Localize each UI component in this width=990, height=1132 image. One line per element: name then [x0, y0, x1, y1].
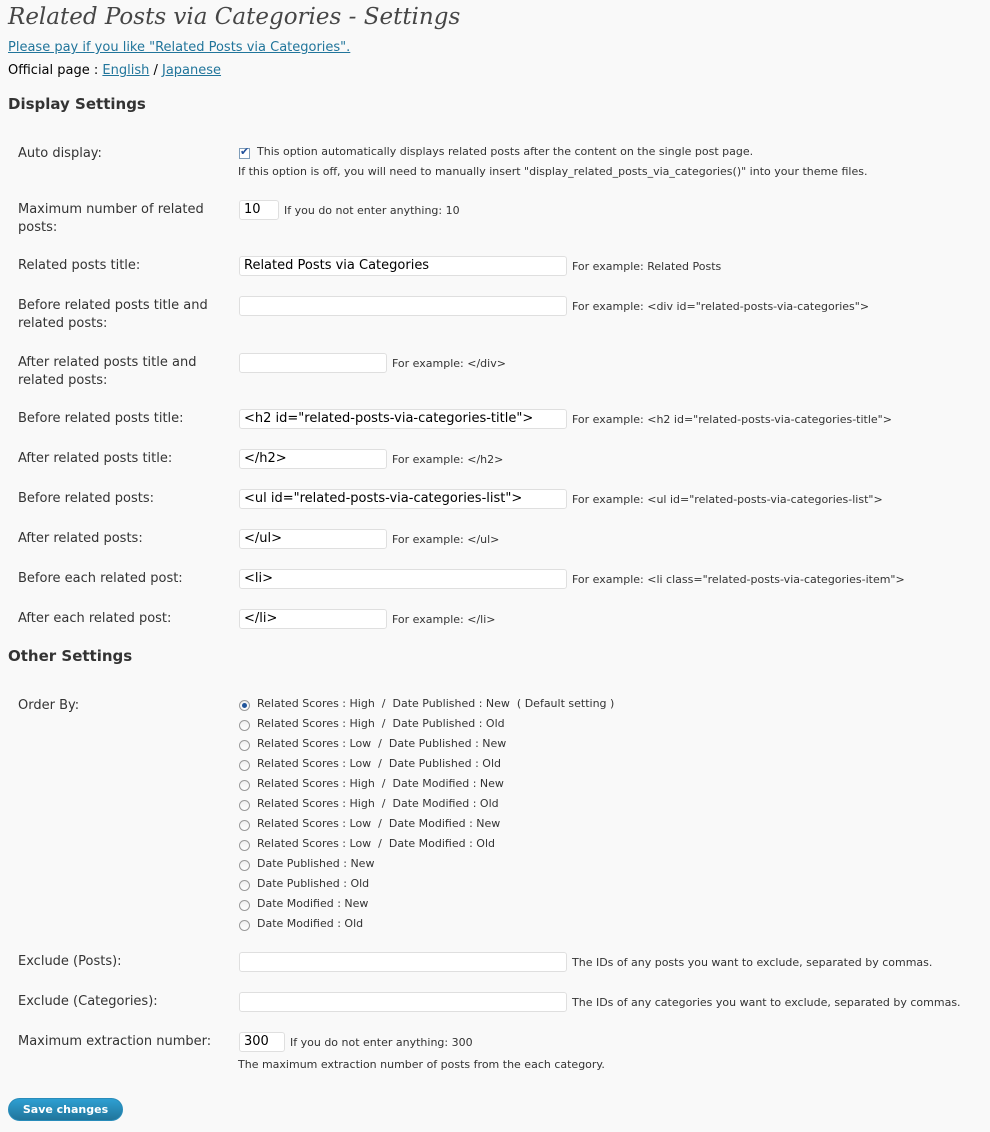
order-by-radio[interactable] [239, 800, 250, 811]
before-title-hint: For example: <h2 id="related-posts-via-categories-title"> [572, 413, 892, 426]
after-all-label: After related posts title and related posts: [18, 355, 197, 388]
exclude-posts-label: Exclude (Posts): [18, 954, 122, 969]
order-by-option-label: Related Scores : Low / Date Published : New [257, 737, 507, 750]
official-english-link[interactable]: English [102, 63, 150, 78]
order-by-radio[interactable] [239, 820, 250, 831]
before-all-hint: For example: <div id="related-posts-via-categories"> [572, 300, 870, 313]
checkmark-icon: ✔ [240, 145, 250, 158]
order-by-radio[interactable] [239, 700, 250, 711]
after-posts-hint: For example: </ul> [392, 533, 500, 546]
before-all-input[interactable] [239, 296, 567, 316]
max-extraction-label: Maximum extraction number: [18, 1034, 212, 1049]
order-by-option-label: Date Published : New [257, 857, 375, 870]
order-by-radio[interactable] [239, 760, 250, 771]
official-japanese-link[interactable]: Japanese [162, 63, 222, 78]
order-by-option-label: Related Scores : Low / Date Modified : Old [257, 837, 495, 850]
after-each-input[interactable]: </li> [239, 609, 387, 629]
official-separator: / [149, 63, 162, 78]
auto-display-label: Auto display: [18, 146, 102, 161]
before-posts-label: Before related posts: [18, 491, 154, 506]
exclude-categories-hint: The IDs of any categories you want to exclude, separated by commas. [572, 996, 961, 1009]
after-title-input[interactable]: </h2> [239, 449, 387, 469]
order-by-option-label: Related Scores : Low / Date Published : Old [257, 757, 502, 770]
order-by-option-label: Related Scores : High / Date Modified : Old [257, 797, 499, 810]
order-by-option-label: Date Modified : New [257, 897, 369, 910]
before-all-label: Before related posts title and related posts: [18, 298, 208, 331]
exclude-posts-hint: The IDs of any posts you want to exclude, separated by commas. [572, 956, 933, 969]
donate-link[interactable]: Please pay if you like "Related Posts via Categories". [8, 40, 351, 55]
max-extraction-hint: If you do not enter anything: 300 [290, 1036, 473, 1049]
after-each-label: After each related post: [18, 611, 172, 626]
after-title-hint: For example: </h2> [392, 453, 504, 466]
max-related-label: Maximum number of related posts: [18, 202, 204, 235]
after-title-label: After related posts title: [18, 451, 173, 466]
order-by-radio[interactable] [239, 720, 250, 731]
order-by-option-label: Related Scores : High / Date Published : New ( Default setting ) [257, 697, 615, 710]
order-by-radio[interactable] [239, 860, 250, 871]
order-by-option-label: Related Scores : High / Date Modified : New [257, 777, 504, 790]
order-by-radio[interactable] [239, 740, 250, 751]
before-title-input[interactable]: <h2 id="related-posts-via-categories-title"> [239, 409, 567, 429]
order-by-option-label: Related Scores : High / Date Published : Old [257, 717, 505, 730]
exclude-categories-label: Exclude (Categories): [18, 994, 158, 1009]
before-each-label: Before each related post: [18, 571, 183, 586]
related-title-hint: For example: Related Posts [572, 260, 722, 273]
order-by-option-label: Date Published : Old [257, 877, 370, 890]
auto-display-note: If this option is off, you will need to manually insert "display_related_posts_via_categories()" into your theme files. [238, 165, 868, 178]
max-extraction-input[interactable]: 300 [239, 1032, 285, 1052]
auto-display-checkbox[interactable] [239, 145, 250, 159]
order-by-option-label: Date Modified : Old [257, 917, 364, 930]
related-title-label: Related posts title: [18, 258, 141, 273]
other-settings-heading: Other Settings [8, 647, 133, 665]
display-settings-heading: Display Settings [8, 95, 146, 113]
page-title: Related Posts via Categories - Settings [8, 4, 461, 30]
max-extraction-note: The maximum extraction number of posts from the each category. [238, 1058, 605, 1071]
order-by-radio[interactable] [239, 840, 250, 851]
after-posts-input[interactable]: </ul> [239, 529, 387, 549]
related-title-input[interactable]: Related Posts via Categories [239, 256, 567, 276]
exclude-categories-input[interactable] [239, 992, 567, 1012]
order-by-radio[interactable] [239, 900, 250, 911]
order-by-radio[interactable] [239, 880, 250, 891]
after-each-hint: For example: </li> [392, 613, 496, 626]
max-related-input[interactable]: 10 [239, 200, 279, 220]
save-changes-button[interactable]: Save changes [8, 1098, 123, 1121]
official-page-line [8, 63, 221, 78]
order-by-option-label: Related Scores : Low / Date Modified : New [257, 817, 501, 830]
before-posts-input[interactable]: <ul id="related-posts-via-categories-list"> [239, 489, 567, 509]
exclude-posts-input[interactable] [239, 952, 567, 972]
before-each-input[interactable]: <li> [239, 569, 567, 589]
before-each-hint: For example: <li class="related-posts-via-categories-item"> [572, 573, 905, 586]
max-related-hint: If you do not enter anything: 10 [284, 204, 460, 217]
order-by-label: Order By: [18, 698, 80, 713]
official-page-label: Official page : [8, 63, 103, 78]
before-posts-hint: For example: <ul id="related-posts-via-categories-list"> [572, 493, 883, 506]
after-all-hint: For example: </div> [392, 357, 506, 370]
auto-display-checkbox-text: This option automatically displays related posts after the content on the single post page. [257, 145, 754, 158]
order-by-radio[interactable] [239, 920, 250, 931]
order-by-radio[interactable] [239, 780, 250, 791]
after-all-input[interactable] [239, 353, 387, 373]
after-posts-label: After related posts: [18, 531, 143, 546]
before-title-label: Before related posts title: [18, 411, 184, 426]
